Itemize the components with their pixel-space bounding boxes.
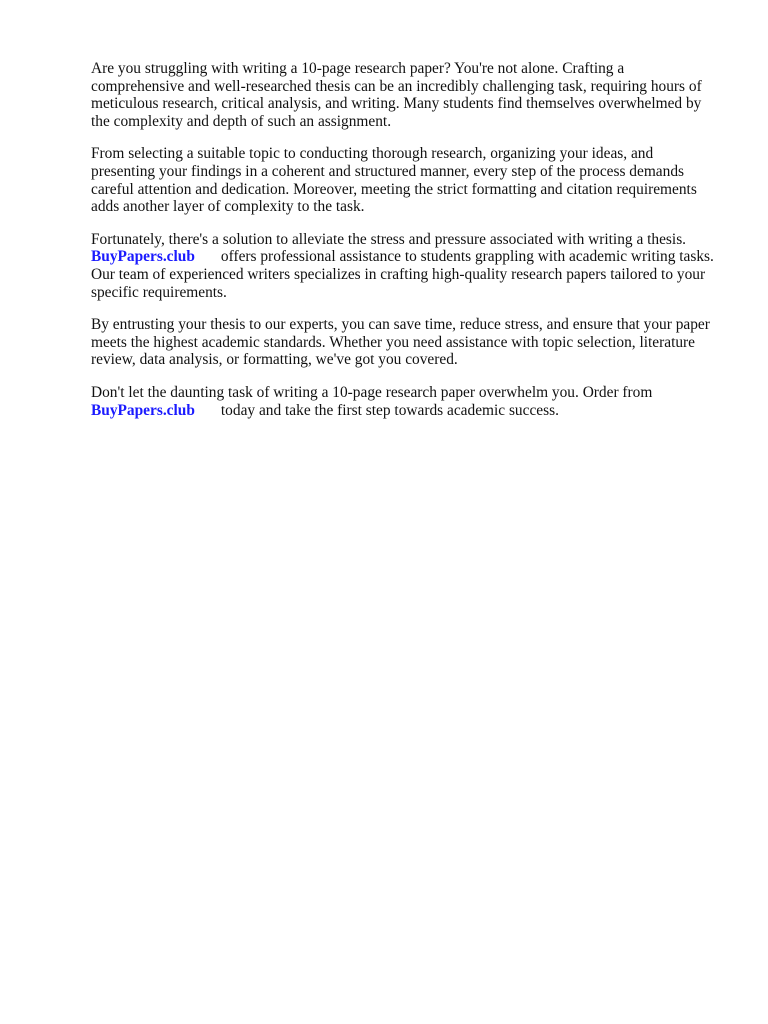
document-page [91,60,731,434]
paragraph-call-to-action [91,384,731,419]
text-line: presenting your findings in a coherent and structured manner, every step of the process demands [91,162,685,180]
paragraph-intro [91,60,731,130]
text-line: specific requirements. [91,283,227,301]
text-line: the complexity and depth of such an assignment. [91,112,392,130]
paragraph-experts [91,316,731,369]
text-line-with-link [91,402,731,420]
text-line: review, data analysis, or formatting, we've got you covered. [91,351,458,369]
text-line: By entrusting your thesis to our experts, you can save time, reduce stress, and ensure that your paper [91,316,710,334]
text-line: careful attention and dedication. Moreover, meeting the strict formatting and citation requirements [91,180,697,198]
text-line-with-link [91,248,731,266]
buypapers-link[interactable]: BuyPapers.club [91,401,195,419]
text-line: adds another layer of complexity to the task. [91,198,365,216]
text-line: Are you struggling with writing a 10-page research paper? You're not alone. Crafting a [91,60,625,77]
text-fragment: offers professional assistance to students grappling with academic writing tasks. [220,248,714,266]
paragraph-process [91,145,731,215]
text-line: comprehensive and well-researched thesis can be an incredibly challenging task, requiring hours of [91,77,702,95]
text-line: Don't let the daunting task of writing a 10-page research paper overwhelm you. Order from [91,383,653,401]
text-line: Our team of experienced writers specializes in crafting high-quality research papers tailored to your [91,265,706,283]
text-line: Fortunately, there's a solution to alleviate the stress and pressure associated with writing a thesis. [91,230,687,248]
text-fragment: today and take the first step towards academic success. [220,401,559,419]
text-line: meets the highest academic standards. Whether you need assistance with topic selection, literature [91,333,696,351]
text-line: meticulous research, critical analysis, and writing. Many students find themselves overwhelmed by [91,95,702,113]
paragraph-solution [91,231,731,301]
buypapers-link[interactable]: BuyPapers.club [91,248,195,266]
text-line: From selecting a suitable topic to conducting thorough research, organizing your ideas, and [91,145,654,163]
